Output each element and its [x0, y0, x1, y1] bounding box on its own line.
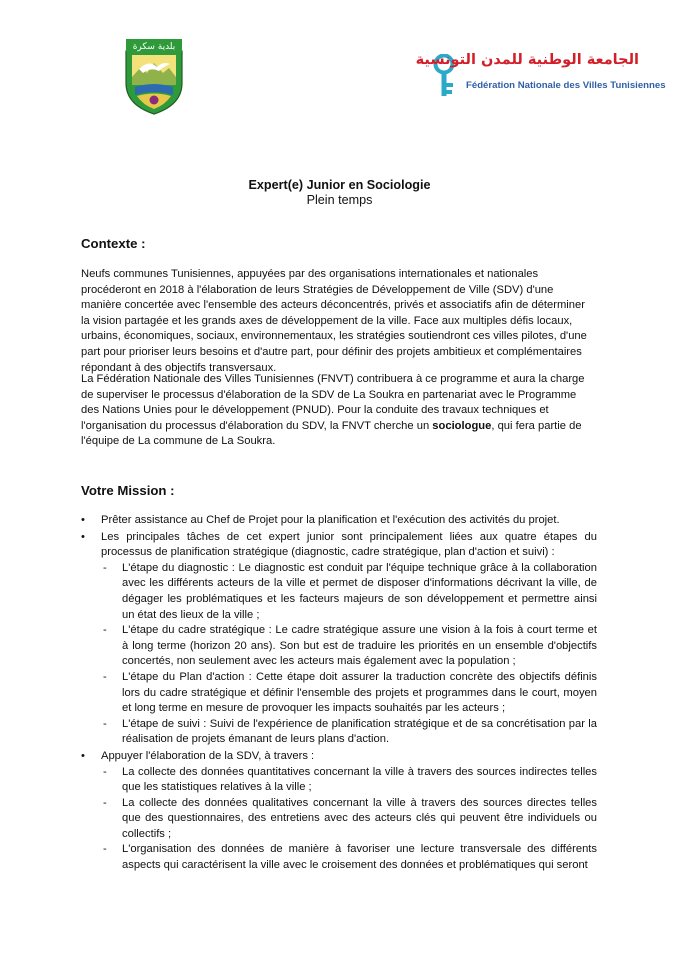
job-type: Plein temps	[306, 193, 373, 207]
sociologue-keyword: sociologue	[432, 419, 492, 432]
mission-item-text: Prêter assistance au Chef de Projet pour la planification et l'exécution des activités du projet.	[101, 514, 560, 526]
fnvt-french-name: Fédération Nationale des Villes Tunisiennes	[466, 80, 666, 91]
etapes-list	[101, 561, 597, 748]
mission-heading: Votre Mission :	[81, 483, 175, 498]
contexte-paragraph-1: Neufs communes Tunisiennes, appuyées par des organisations internationales et nationales procéderont en 2018 à l'élaboration de leurs Stratégies de Développement de Ville (SDV) d'une manière concertée avec l'ensemble des acteurs déconcentrés, privés et associatifs afin de déterminer la vision partagée et les grands axes de développement de la ville. Face aux multiples défis locaux, urbains, économiques, sociaux, environnementaux, les stratégies soutiendront ces villes pilotes, d'une part pour prioriser leurs besoins et d'autre part, pour définir des projets ambitieux et complémentaires répondant à des objectifs transversaux.	[81, 268, 587, 374]
fnvt-arabic-name: الجامعة الوطنية للمدن التونسية	[415, 52, 639, 68]
collecte-quantitative: - La collecte des données quantitatives concernant la ville à travers des sources indirectes telles que les statistiques relatives à la ville ;	[103, 765, 597, 796]
mission-item-taches	[81, 530, 597, 748]
appui-list	[101, 765, 597, 874]
mission-item-text: Les principales tâches de cet expert junior sont principalement liées aux quatre étapes du processus de planification stratégique (diagnostic, cadre stratégique, plan d'action et suivi) :	[101, 530, 597, 559]
municipality-crest-logo	[123, 37, 185, 115]
contexte-paragraph-2-text-a: La Fédération Nationale des Villes Tunisiennes (FNVT) contribuera à ce programme et aura la charge de superviser le processus d'élaboration de la SDV de La Soukra en partenariat avec le Programme des Nations Unies pour le développement (PNUD). Pour la conduite des travaux techniques et l'organisation du processus d'élaboration du SDV, la FNVT cherche un	[81, 373, 585, 432]
fnvt-logo	[415, 50, 666, 96]
etape-plan-action: - L'étape du Plan d'action : Cette étape doit assurer la traduction concrète des objectifs définis lors du cadre stratégique et définir l'ensemble des projets et programmes dans le court, moyen et long terme en mesure de provoquer les impacts souhaités par les acteurs ;	[103, 670, 597, 717]
mission-item-appuyer	[81, 749, 597, 874]
etape-diagnostic: - L'étape du diagnostic : Le diagnostic est conduit par l'équipe technique grâce à la collaboration avec les différents acteurs de la ville et permet de disposer d'informations décrivant la ville, de dégager les problématiques et les facteurs majeurs de son développement et permettre ainsi un état des lieux de la ville ;	[103, 561, 597, 623]
job-title: Expert(e) Junior en Sociologie	[248, 178, 431, 192]
collecte-qualitative: - La collecte des données qualitatives concernant la ville à travers des sources directes telles que des questionnaires, des entretiens avec des acteurs clés qui peuvent être individuels ou collectifs ;	[103, 796, 597, 843]
mission-item-assistance	[81, 513, 597, 529]
etape-suivi: - L'étape de suivi : Suivi de l'expérience de planification stratégique et de sa concrétisation par la réalisation de projets émanant de leurs plans d'action.	[103, 717, 597, 748]
contexte-heading: Contexte :	[81, 236, 146, 251]
mission-list	[81, 513, 597, 875]
organisation-donnees: - L'organisation des données de manière à favoriser une lecture transversale des différents aspects qui caractérisent la ville avec le croisement des données et problématiques qui seront	[103, 842, 597, 873]
mission-item-text: Appuyer l'élaboration de la SDV, à travers :	[101, 749, 315, 762]
crest-text: بلدية سكرة	[132, 42, 176, 52]
contexte-paragraph-2-text-b: , qui fera partie de l'équipe de La commune de La Soukra.	[81, 419, 582, 448]
contexte-paragraph-2	[81, 372, 595, 450]
etape-cadre-strategique: - L'étape du cadre stratégique : Le cadre stratégique assure une vision à la fois à court terme et à long terme (horizon 20 ans). Son but est de traduire les priorités en un ensemble d'objectifs concertés, non seulement avec les acteurs mais également avec la population ;	[103, 623, 597, 670]
